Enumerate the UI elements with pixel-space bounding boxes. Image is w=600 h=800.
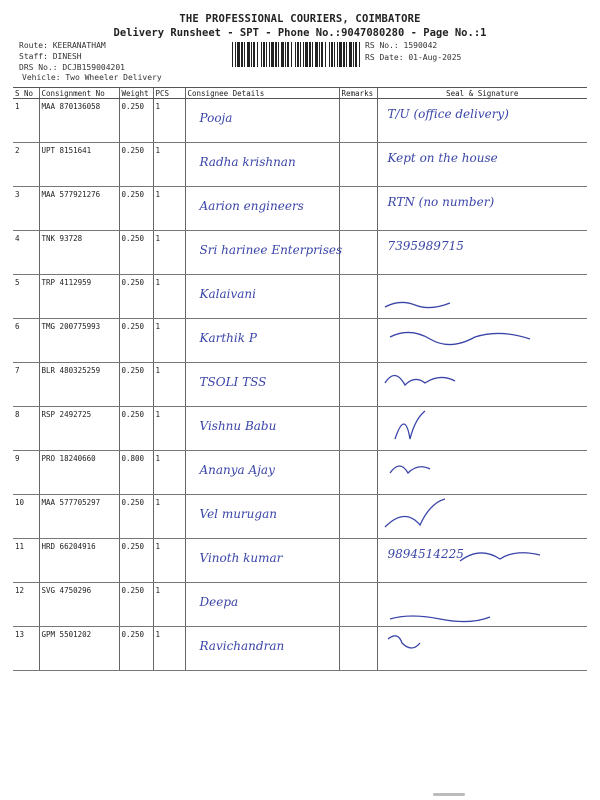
cell-weight: 0.250 — [119, 539, 153, 583]
cell-pcs: 1 — [153, 319, 185, 363]
cell-sno: 11 — [13, 539, 39, 583]
rs-number: RS No.: 1590042 — [365, 41, 438, 50]
cell-seal-signature — [377, 495, 587, 539]
cell-sno: 4 — [13, 231, 39, 275]
signature-scribble — [380, 453, 580, 491]
consignee-name-handwritten: Sri harinee Enterprises — [199, 243, 343, 257]
cell-seal-signature — [377, 627, 587, 671]
cell-consignment-no: UPT 8151641 — [39, 143, 119, 187]
table-row — [13, 143, 587, 187]
cell-sno: 1 — [13, 99, 39, 143]
consignee-name-handwritten: Aarion engineers — [199, 199, 304, 213]
signature-scribble — [380, 541, 580, 579]
cell-pcs: 1 — [153, 627, 185, 671]
cell-sno: 8 — [13, 407, 39, 451]
cell-pcs: 1 — [153, 583, 185, 627]
cell-seal-signature — [377, 407, 587, 451]
cell-consignment-no: TRP 4112959 — [39, 275, 119, 319]
cell-seal-signature — [377, 319, 587, 363]
cell-consignee — [185, 627, 339, 671]
consignee-name-handwritten: Ananya Ajay — [199, 463, 275, 477]
cell-pcs: 1 — [153, 187, 185, 231]
consignee-name-handwritten: Vel murugan — [199, 507, 277, 521]
cell-consignee — [185, 407, 339, 451]
consignee-name-handwritten: Deepa — [199, 595, 239, 609]
cell-remarks — [339, 451, 377, 495]
signature-scribble — [380, 497, 580, 535]
col-sno-header: S No — [13, 88, 39, 99]
cell-seal-signature — [377, 187, 587, 231]
table-header-row — [13, 88, 587, 99]
col-remarks-header: Remarks — [339, 88, 377, 99]
cell-consignee — [185, 539, 339, 583]
signature-scribble — [380, 321, 580, 359]
signature-note: 7395989715 — [387, 239, 464, 253]
table-row — [13, 583, 587, 627]
cell-consignee — [185, 583, 339, 627]
cell-seal-signature — [377, 363, 587, 407]
col-weight-header: Weight — [119, 88, 153, 99]
signature-scribble — [380, 629, 580, 667]
cell-weight: 0.250 — [119, 495, 153, 539]
signature-note: T/U (office delivery) — [387, 107, 509, 121]
cell-remarks — [339, 583, 377, 627]
cell-sno: 7 — [13, 363, 39, 407]
cell-weight: 0.250 — [119, 275, 153, 319]
cell-remarks — [339, 539, 377, 583]
cell-seal-signature — [377, 583, 587, 627]
cell-consignee — [185, 319, 339, 363]
cell-consignee — [185, 451, 339, 495]
consignee-name-handwritten: TSOLI TSS — [199, 375, 267, 389]
cell-weight: 0.250 — [119, 319, 153, 363]
cell-pcs: 1 — [153, 143, 185, 187]
runsheet-title: Delivery Runsheet - SPT - Phone No.:9047080280 - Page No.:1 — [113, 27, 487, 39]
cell-seal-signature — [377, 99, 587, 143]
cell-sno: 10 — [13, 495, 39, 539]
cell-pcs: 1 — [153, 275, 185, 319]
consignee-name-handwritten: Vishnu Babu — [199, 419, 277, 433]
cell-consignment-no: TMG 200775993 — [39, 319, 119, 363]
table-row — [13, 187, 587, 231]
cell-seal-signature — [377, 231, 587, 275]
consignee-name-handwritten: Kalaivani — [199, 287, 256, 301]
cell-sno: 13 — [13, 627, 39, 671]
consignee-name-handwritten: Pooja — [199, 111, 233, 125]
cell-seal-signature — [377, 539, 587, 583]
table-row — [13, 319, 587, 363]
signature-scribble — [380, 409, 580, 447]
signature-scribble — [380, 277, 580, 315]
signature-note: RTN (no number) — [387, 195, 495, 209]
company-name: THE PROFESSIONAL COURIERS, COIMBATORE — [179, 13, 421, 25]
cell-weight: 0.250 — [119, 363, 153, 407]
cell-weight: 0.250 — [119, 99, 153, 143]
cell-weight: 0.250 — [119, 407, 153, 451]
cell-sno: 6 — [13, 319, 39, 363]
cell-remarks — [339, 143, 377, 187]
cell-consignment-no: MAA 577921276 — [39, 187, 119, 231]
cell-consignment-no: TNK 93728 — [39, 231, 119, 275]
cell-remarks — [339, 495, 377, 539]
consignee-name-handwritten: Ravichandran — [199, 639, 285, 653]
consignee-name-handwritten: Vinoth kumar — [199, 551, 283, 565]
barcode-image — [232, 42, 360, 67]
cell-consignment-no: RSP 2492725 — [39, 407, 119, 451]
signature-scribble — [380, 585, 580, 623]
table-row — [13, 495, 587, 539]
table-row — [13, 99, 587, 143]
cell-remarks — [339, 231, 377, 275]
cell-seal-signature — [377, 451, 587, 495]
cell-pcs: 1 — [153, 495, 185, 539]
cell-pcs: 1 — [153, 407, 185, 451]
cell-consignee — [185, 231, 343, 275]
cell-consignment-no: MAA 577705297 — [39, 495, 119, 539]
signature-note: 9894514225 — [387, 547, 464, 561]
cell-sno: 2 — [13, 143, 39, 187]
signature-scribble — [380, 365, 580, 403]
vehicle-label: Vehicle: Two Wheeler Delivery — [22, 73, 162, 82]
rs-date: RS Date: 01-Aug-2025 — [365, 53, 462, 62]
runsheet-table — [13, 87, 587, 671]
cell-remarks — [339, 99, 377, 143]
cell-pcs: 1 — [153, 451, 185, 495]
cell-consignment-no: PRO 18240660 — [39, 451, 119, 495]
table-row — [13, 407, 587, 451]
scan-mark — [433, 793, 465, 796]
table-row — [13, 627, 587, 671]
staff-label: Staff: DINESH — [19, 52, 82, 61]
cell-consignment-no: BLR 480325259 — [39, 363, 119, 407]
table-row — [13, 363, 587, 407]
col-pcs-header: PCS — [153, 88, 185, 99]
consignee-name-handwritten: Radha krishnan — [199, 155, 296, 169]
cell-weight: 0.250 — [119, 231, 153, 275]
cell-remarks — [339, 627, 377, 671]
cell-consignment-no: GPM 5501202 — [39, 627, 119, 671]
cell-sno: 3 — [13, 187, 39, 231]
cell-sno: 5 — [13, 275, 39, 319]
cell-remarks — [339, 275, 377, 319]
cell-remarks — [339, 187, 377, 231]
cell-sno: 9 — [13, 451, 39, 495]
cell-weight: 0.250 — [119, 143, 153, 187]
cell-remarks — [339, 319, 377, 363]
cell-consignee — [185, 99, 339, 143]
cell-consignee — [185, 363, 339, 407]
cell-pcs: 1 — [153, 231, 185, 275]
cell-consignee — [185, 187, 339, 231]
cell-pcs: 1 — [153, 99, 185, 143]
cell-consignee — [185, 275, 339, 319]
table-row — [13, 231, 587, 275]
cell-weight: 0.250 — [119, 187, 153, 231]
col-consignment-header: Consignment No — [39, 88, 119, 99]
drs-number: DRS No.: DCJB159004201 — [19, 63, 125, 72]
cell-seal-signature — [377, 275, 587, 319]
cell-pcs: 1 — [153, 363, 185, 407]
signature-note: Kept on the house — [387, 151, 498, 165]
cell-sno: 12 — [13, 583, 39, 627]
cell-remarks — [339, 407, 377, 451]
cell-weight: 0.250 — [119, 627, 153, 671]
cell-consignment-no: MAA 870136058 — [39, 99, 119, 143]
route-label: Route: KEERANATHAM — [19, 41, 106, 50]
cell-consignee — [185, 495, 339, 539]
table-row — [13, 539, 587, 583]
col-seal-header: Seal & Signature — [377, 88, 587, 99]
cell-consignment-no: SVG 4750296 — [39, 583, 119, 627]
table-row — [13, 451, 587, 495]
cell-pcs: 1 — [153, 539, 185, 583]
consignee-name-handwritten: Karthik P — [199, 331, 257, 345]
cell-weight: 0.250 — [119, 583, 153, 627]
cell-consignee — [185, 143, 339, 187]
cell-remarks — [339, 363, 377, 407]
table-row — [13, 275, 587, 319]
cell-seal-signature — [377, 143, 587, 187]
cell-weight: 0.800 — [119, 451, 153, 495]
cell-consignment-no: HRD 66204916 — [39, 539, 119, 583]
col-consignee-header: Consignee Details — [185, 88, 339, 99]
